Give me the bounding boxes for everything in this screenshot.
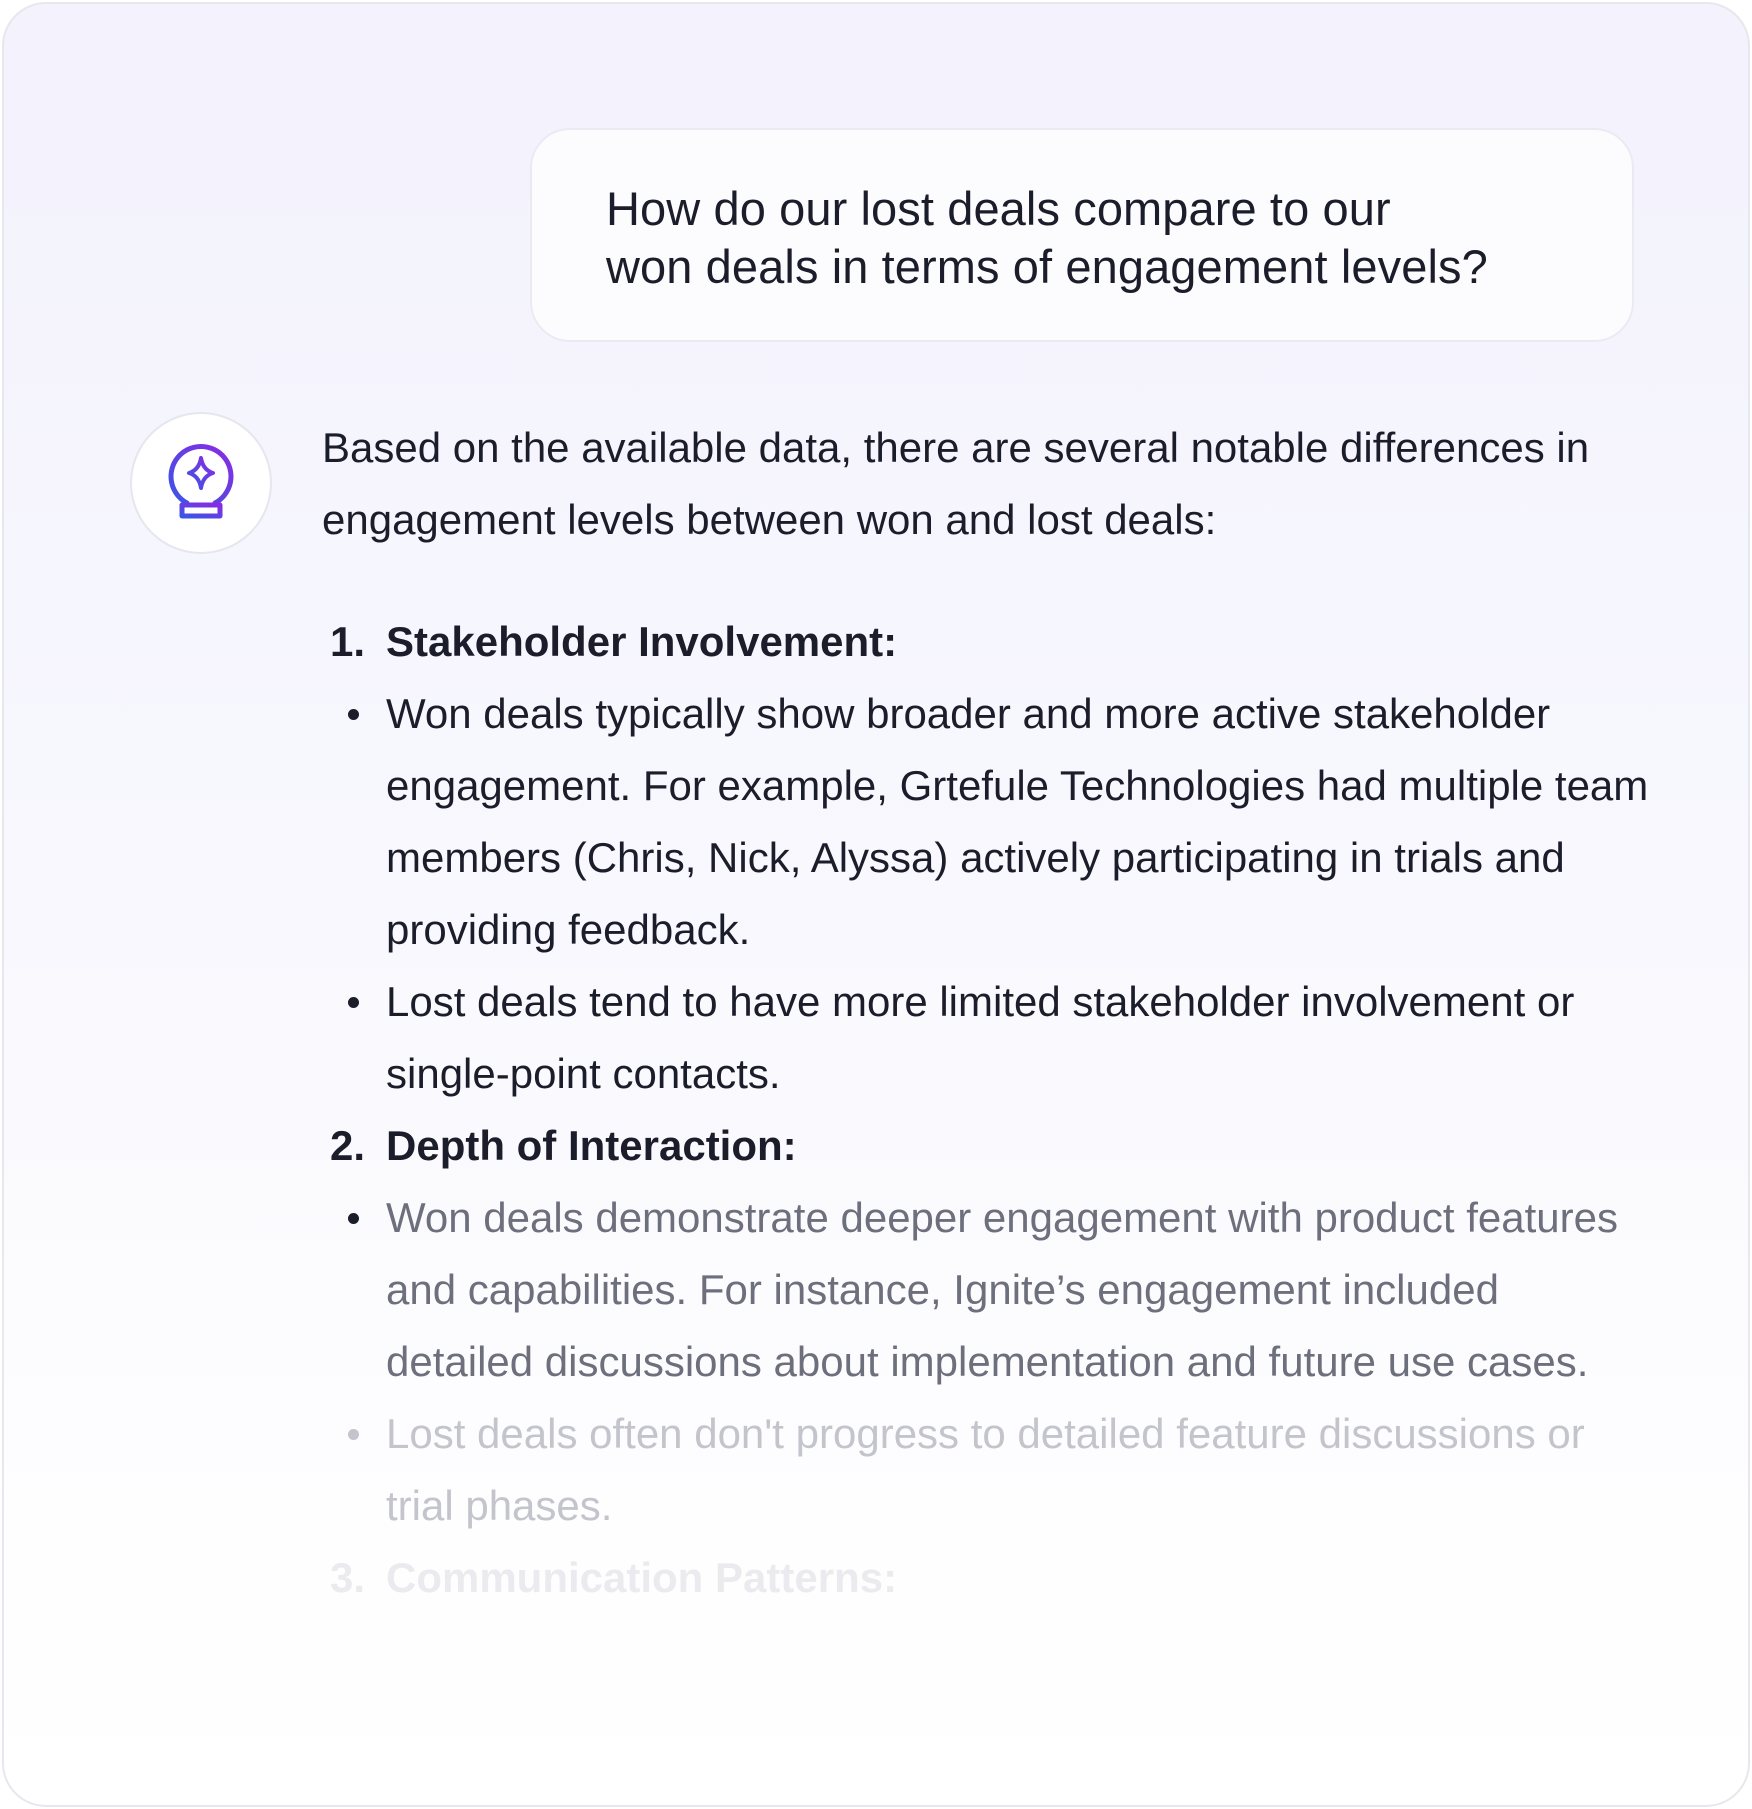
section-heading	[322, 1110, 1652, 1182]
list-item	[322, 1182, 1652, 1398]
list-item	[322, 1398, 1652, 1542]
list-item-text: Lost deals tend to have more limited stakeholder involvement or single-point contacts.	[386, 978, 1575, 1097]
section-number: 3.	[330, 1554, 366, 1601]
list-item	[322, 678, 1652, 966]
section-number: 1.	[330, 618, 366, 665]
list-item-text: Won deals demonstrate deeper engagement with product features and capabilities. For instance, Ignite’s engagement included detailed discussions about implementation and future use cases.	[386, 1194, 1618, 1385]
section-1	[322, 606, 1652, 1110]
bullet-dot	[348, 1429, 359, 1440]
section-heading	[322, 1542, 1652, 1614]
list-item	[322, 966, 1652, 1110]
section-2	[322, 1110, 1652, 1542]
section-heading	[322, 606, 1652, 678]
bullet-dot	[348, 997, 359, 1008]
user-message-bubble	[530, 128, 1634, 342]
list-item-text: Lost deals often don't progress to detailed feature discussions or trial phases.	[386, 1410, 1585, 1529]
assistant-avatar	[130, 412, 272, 554]
user-message-line: How do our lost deals compare to our	[606, 182, 1391, 235]
user-message-text	[606, 180, 1592, 296]
bullet-dot	[348, 1213, 359, 1224]
bullet-dot	[348, 709, 359, 720]
section-number: 2.	[330, 1122, 366, 1169]
section-title: Stakeholder Involvement:	[386, 618, 898, 665]
chat-card	[2, 2, 1750, 1807]
response-intro: Based on the available data, there are several notable differences in engagement levels between won and lost deals:	[322, 424, 1590, 543]
assistant-response	[322, 412, 1652, 1614]
section-title: Communication Patterns:	[386, 1554, 898, 1601]
section-3	[322, 1542, 1652, 1614]
crystal-ball-sparkle-icon	[165, 443, 237, 523]
user-message-line: won deals in terms of engagement levels?	[606, 240, 1488, 293]
list-item-text: Won deals typically show broader and more active stakeholder engagement. For example, Grtefule Technologies had multiple team members (Chris, Nick, Alyssa) actively participating in trials and providing feedback.	[386, 690, 1649, 953]
section-title: Depth of Interaction:	[386, 1122, 797, 1169]
